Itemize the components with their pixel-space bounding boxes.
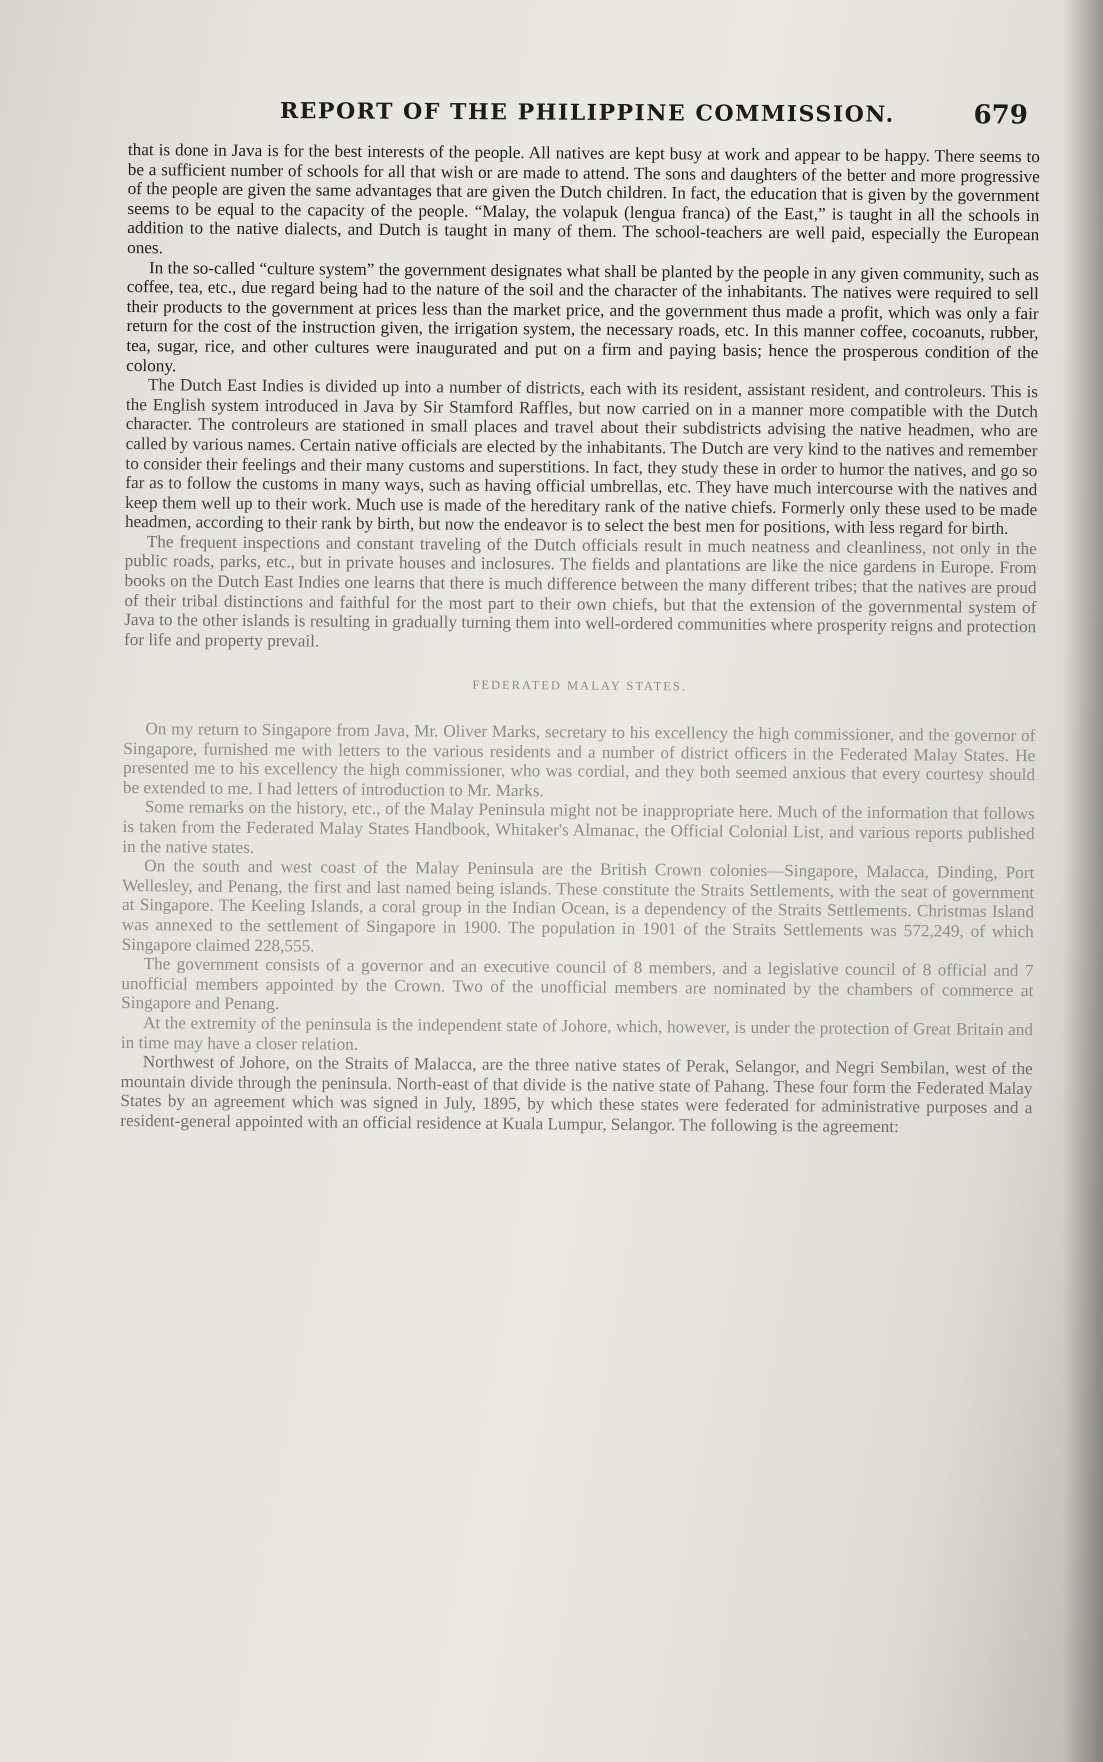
section-heading: FEDERATED MALAY STATES. [472,678,688,694]
paragraph-federated-states: Northwest of Johore, on the Straits of Malacca, are the three native states of Perak, Selangor, and Negri Sembilan, west of the mountain divide through the peninsula. North-east of that divide is the native state of Pahang. These four form the Federated Malay States by an agreement which was signed in July, 1895, by which these states were federated for administrative purposes and a resident-general appointed with an official residence at Kuala Lumpur, Selangor. The following is the agreement: [120,1052,1033,1136]
page-header [120,95,1040,141]
paragraph-inspections: The frequent inspections and constant traveling of the Dutch officials result in much neatness and cleanliness, not only in the public roads, parks, etc., but in private houses and inclosures. The fields and plantations are like the nice gardens in Europe. From books on the Dutch East Indies one learns that there is much difference between the many different tribes; that the natives are proud of their tribal distinctions and faithful for the most part to their own chiefs, but that the extension of the governmental system of Java to the other islands is resulting in gradually turning them into well-ordered communities where prosperity reigns and protection for life and property prevail. [124,532,1037,651]
paragraph-java-schools: that is done in Java is for the best interests of the people. All natives are kept busy at work and appear to be happy. There seems to be a sufficient number of schools for all that wish or are made to attend. The sons and daughters of the better and more progressive of the people are given the same advantages that are given the Dutch children. In fact, the education that is given by the government seems to be equal to the capacity of the people. “Malay, the volapuk (lengua franca) of the East,” is taught in all the schools in addition to the native dialects, and Dutch is taught in many of them. The school-teachers are well paid, especially the European ones. [127,140,1040,258]
paragraph-history-remarks: Some remarks on the history, etc., of the Malay Peninsula might not be inappropriate here. Much of the information that follows is taken from the Federated Malay States Handbook, Whitaker's Almanac, the Official Colonial List, and various reports published in the native states. [122,797,1035,857]
page-edge-shadow [1063,0,1103,1762]
page-number: 679 [973,100,1028,131]
paragraph-dutch-districts: The Dutch East Indies is divided up into a number of districts, each with its resident, assistant resident, and controleurs. This is the English system introduced in Java by Sir Stamford Raffles, but now carried on in a manner more compatible with the Dutch character. The controleurs are stationed in small places and travel about their subdistricts advising the native headmen, who are called by various names. Certain native officials are elected by the inhabitants. The Dutch are very kind to the natives and remember to consider their feelings and their many customs and superstitions. In fact, they study these in order to humor the natives, and go so far as to follow the customs in many ways, such as having official umbrellas, etc. They have much intercourse with the natives and keep them well up to their work. Much use is made of the hereditary rank of the native chiefs. Formerly only these used to be made headmen, according to their rank by birth, but now the endeavor is to select the best men for positions, with less regard for birth. [124,375,1039,539]
paragraph-straits-settlements: On the south and west coast of the Malay Peninsula are the British Crown colonies—Singapore, Malacca, Dinding, Port Wellesley, and Penang, the first and last named being islands. These constitute the Straits Settlements, with the seat of government at Singapore. The Keeling Islands, a coral group in the Indian Ocean, is a dependency of the Straits Settlements. Christmas Island was annexed to the settlement of Singapore in 1900. The population in 1901 of the Straits Settlements was 572,249, of which Singapore claimed 228,555. [121,856,1035,956]
paragraph-return-to-singapore: On my return to Singapore from Java, Mr. Oliver Marks, secretary to his excellency the high commissioner, and the governor of Singapore, furnished me with letters to the various residents and a number of district officers in the Federated Malay States. He presented me to his excellency the high commissioner, who was cordial, and they both seemed anxious that every courtesy should be extended to me. I had letters of introduction to Mr. Marks. [122,719,1036,801]
running-title: REPORT OF THE PHILIPPINE COMMISSION. [279,97,895,128]
paragraph-culture-system: In the so-called “culture system” the government designates what shall be planted by the people in any given community, such as coffee, tea, etc., due regard being had to the nature of the soil and the character of the inhabitants. The natives were required to sell their products to the government at prices less than the market price, and the government thus made a profit, which was only a fair return for the cost of the instruction given, the irrigation system, the necessary roads, etc. In this manner coffee, cocoanuts, rubber, tea, sugar, rice, and other cultures were inaugurated and put on a firm and paying basis; hence the prosperous condition of the colony. [126,257,1040,375]
page-body [120,140,1040,1138]
paragraph-government: The government consists of a governor and an executive council of 8 members, and a legislative council of 8 official and 7 unofficial members appointed by the Crown. Two of the unofficial members are nominated by the chambers of commerce at Singapore and Penang. [121,954,1034,1014]
paragraph-johore: At the extremity of the peninsula is the independent state of Johore, which, however, is under the protection of Great Britain and in time may have a closer relation. [120,1013,1034,1054]
